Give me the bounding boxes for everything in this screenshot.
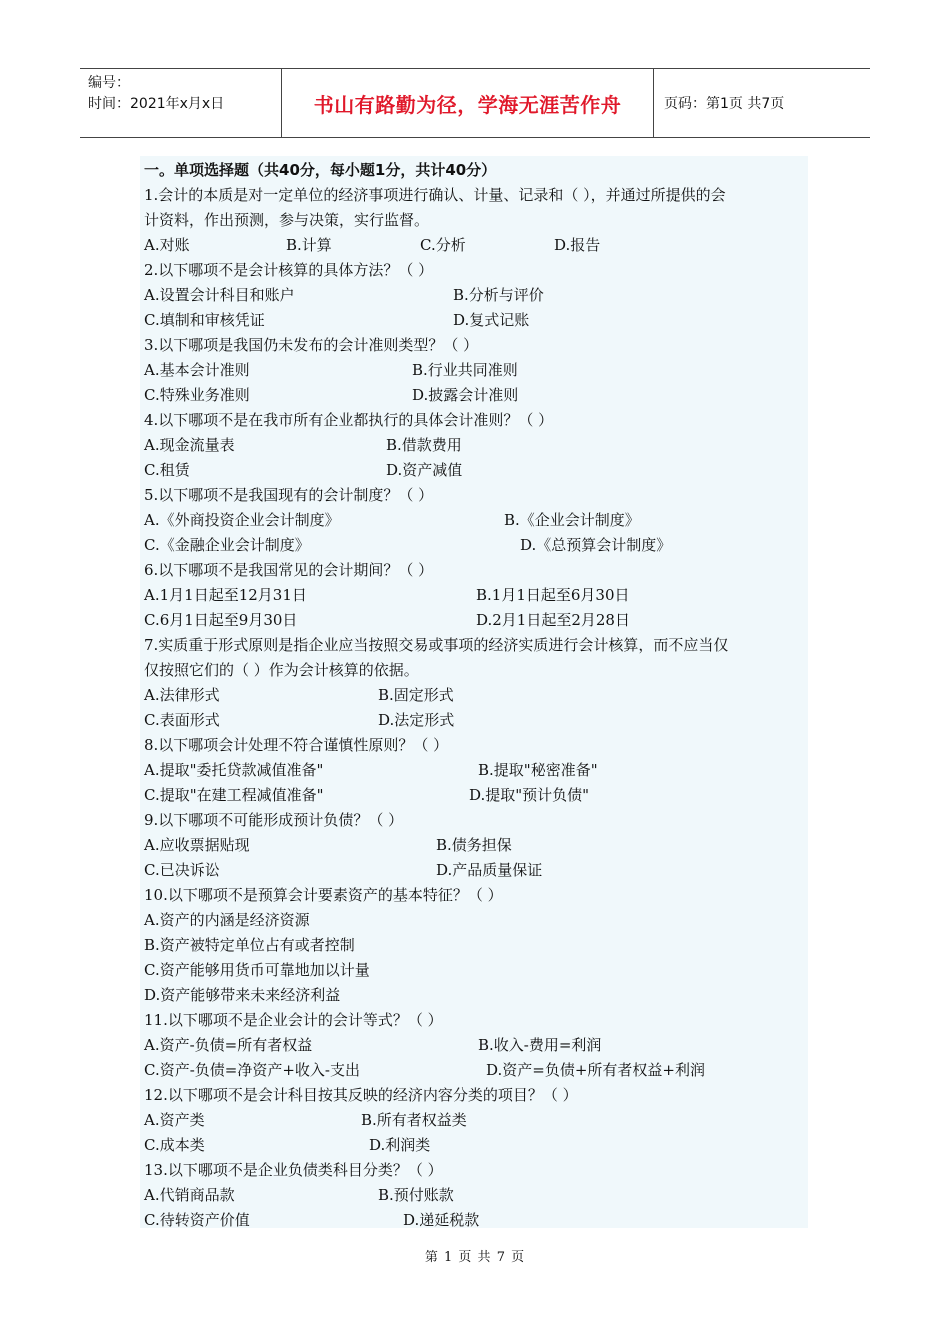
question-stem: 9.以下哪项不可能形成预计负债？（ ） xyxy=(144,811,404,829)
question-stem: 10.以下哪项不是预算会计要素资产的基本特征？（ ） xyxy=(144,886,503,904)
option-b: B.计算 xyxy=(286,236,332,254)
question-stem: 2.以下哪项不是会计核算的具体方法？（ ） xyxy=(144,261,434,279)
option-b: B.分析与评价 xyxy=(453,286,544,304)
option-row xyxy=(144,308,804,333)
option-row xyxy=(144,358,804,383)
option-d: D.报告 xyxy=(554,236,601,254)
option-a: A.代销商品款 xyxy=(144,1186,235,1204)
header-motto-cell xyxy=(282,69,654,137)
option-d: D.提取"预计负债" xyxy=(469,786,590,804)
option-c: C.资产能够用货币可靠地加以计量 xyxy=(144,961,370,979)
option-c: C.6月1日起至9月30日 xyxy=(144,611,298,629)
question-stem: 7.实质重于形式原则是指企业应当按照交易或事项的经济实质进行会计核算，而不应当仅 xyxy=(144,636,729,654)
option-row xyxy=(144,708,804,733)
option-c: C.表面形式 xyxy=(144,711,220,729)
option-row xyxy=(144,283,804,308)
option-b: B.借款费用 xyxy=(386,436,462,454)
option-a: A.现金流量表 xyxy=(144,436,235,454)
option-b: B.提取"秘密准备" xyxy=(478,761,598,779)
option-d: D.资产能够带来未来经济利益 xyxy=(144,986,341,1004)
option-d: D.利润类 xyxy=(369,1136,431,1154)
option-a: A.对账 xyxy=(144,236,190,254)
option-c: C.分析 xyxy=(420,236,466,254)
motto-text: 书山有路勤为径，学海无涯苦作舟 xyxy=(313,92,622,117)
option-c: C.填制和审核凭证 xyxy=(144,311,265,329)
option-a: A.基本会计准则 xyxy=(144,361,250,379)
option-b: B.债务担保 xyxy=(436,836,512,854)
option-row xyxy=(144,683,804,708)
serial-label: 编号： xyxy=(88,75,130,91)
option-d: D.披露会计准则 xyxy=(412,386,519,404)
option-d: D.《总预算会计制度》 xyxy=(520,536,672,554)
option-row xyxy=(144,1183,804,1208)
option-c: C.提取"在建工程减值准备" xyxy=(144,786,324,804)
question-stem-continued: 计资料，作出预测，参与决策，实行监督。 xyxy=(144,211,430,229)
question-stem: 1.会计的本质是对一定单位的经济事项进行确认、计量、记录和（ ），并通过所提供的会 xyxy=(144,186,726,204)
option-b: B.预付账款 xyxy=(378,1186,454,1204)
option-row xyxy=(144,233,804,258)
option-row xyxy=(144,1108,804,1133)
option-a: A.资产的内涵是经济资源 xyxy=(144,911,310,929)
question-stem: 5.以下哪项不是我国现有的会计制度？（ ） xyxy=(144,486,434,504)
option-row xyxy=(144,758,804,783)
question-stem-continued: 仅按照它们的（ ）作为会计核算的依据。 xyxy=(144,661,419,679)
option-a: A.资产类 xyxy=(144,1111,205,1129)
option-row xyxy=(144,433,804,458)
option-c: C.已决诉讼 xyxy=(144,861,220,879)
date-label: 时间：2021年x月x日 xyxy=(88,96,225,112)
question-stem: 8.以下哪项会计处理不符合谨慎性原则？（ ） xyxy=(144,736,449,754)
question-stem: 4.以下哪项不是在我市所有企业都执行的具体会计准则？（ ） xyxy=(144,411,554,429)
option-a: A.1月1日起至12月31日 xyxy=(144,586,307,604)
exam-content xyxy=(140,156,808,1228)
question-stem: 3.以下哪项是我国仍未发布的会计准则类型？（ ） xyxy=(144,336,479,354)
option-b: B.资产被特定单位占有或者控制 xyxy=(144,936,355,954)
option-b: B.所有者权益类 xyxy=(361,1111,467,1129)
question-stem: 11.以下哪项不是企业会计的会计等式？（ ） xyxy=(144,1011,443,1029)
option-c: C.资产-负债=净资产+收入-支出 xyxy=(144,1061,360,1079)
option-row xyxy=(144,608,804,633)
document-header xyxy=(80,68,870,138)
option-b: B.1月1日起至6月30日 xyxy=(476,586,630,604)
option-a: A.应收票据贴现 xyxy=(144,836,250,854)
option-c: C.《金融企业会计制度》 xyxy=(144,536,310,554)
option-c: C.特殊业务准则 xyxy=(144,386,250,404)
option-c: C.成本类 xyxy=(144,1136,205,1154)
option-row xyxy=(144,833,804,858)
option-row xyxy=(144,858,804,883)
option-a: A.提取"委托贷款减值准备" xyxy=(144,761,324,779)
header-page-cell xyxy=(654,69,870,137)
option-row xyxy=(144,783,804,808)
option-d: D.资产减值 xyxy=(386,461,463,479)
section-title: 一。单项选择题（共40分，每小题1分，共计40分） xyxy=(144,161,497,179)
page-info: 页码：第1页 共7页 xyxy=(664,96,785,112)
option-row xyxy=(144,458,804,483)
option-b: B.《企业会计制度》 xyxy=(504,511,640,529)
option-b: B.行业共同准则 xyxy=(412,361,518,379)
page-footer: 第 1 页 共 7 页 xyxy=(424,1250,526,1265)
option-row xyxy=(144,533,804,558)
option-row xyxy=(144,1058,804,1083)
option-row xyxy=(144,583,804,608)
option-c: C.待转资产价值 xyxy=(144,1211,250,1229)
option-c: C.租赁 xyxy=(144,461,190,479)
option-d: D.资产=负债+所有者权益+利润 xyxy=(486,1061,705,1079)
option-row xyxy=(144,1033,804,1058)
option-d: D.复式记账 xyxy=(453,311,530,329)
option-row xyxy=(144,383,804,408)
option-row xyxy=(144,508,804,533)
header-meta-cell xyxy=(80,69,282,137)
option-a: A.《外商投资企业会计制度》 xyxy=(144,511,340,529)
question-stem: 12.以下哪项不是会计科目按其反映的经济内容分类的项目？（ ） xyxy=(144,1086,578,1104)
option-d: D.2月1日起至2月28日 xyxy=(476,611,630,629)
option-a: A.资产-负债=所有者权益 xyxy=(144,1036,313,1054)
option-a: A.设置会计科目和账户 xyxy=(144,286,295,304)
option-d: D.法定形式 xyxy=(378,711,455,729)
option-b: B.收入-费用=利润 xyxy=(478,1036,602,1054)
question-stem: 13.以下哪项不是企业负债类科目分类？（ ） xyxy=(144,1161,443,1179)
option-row xyxy=(144,1208,804,1233)
option-row xyxy=(144,1133,804,1158)
option-d: D.产品质量保证 xyxy=(436,861,543,879)
option-b: B.固定形式 xyxy=(378,686,454,704)
option-d: D.递延税款 xyxy=(403,1211,480,1229)
option-a: A.法律形式 xyxy=(144,686,220,704)
question-stem: 6.以下哪项不是我国常见的会计期间？（ ） xyxy=(144,561,434,579)
